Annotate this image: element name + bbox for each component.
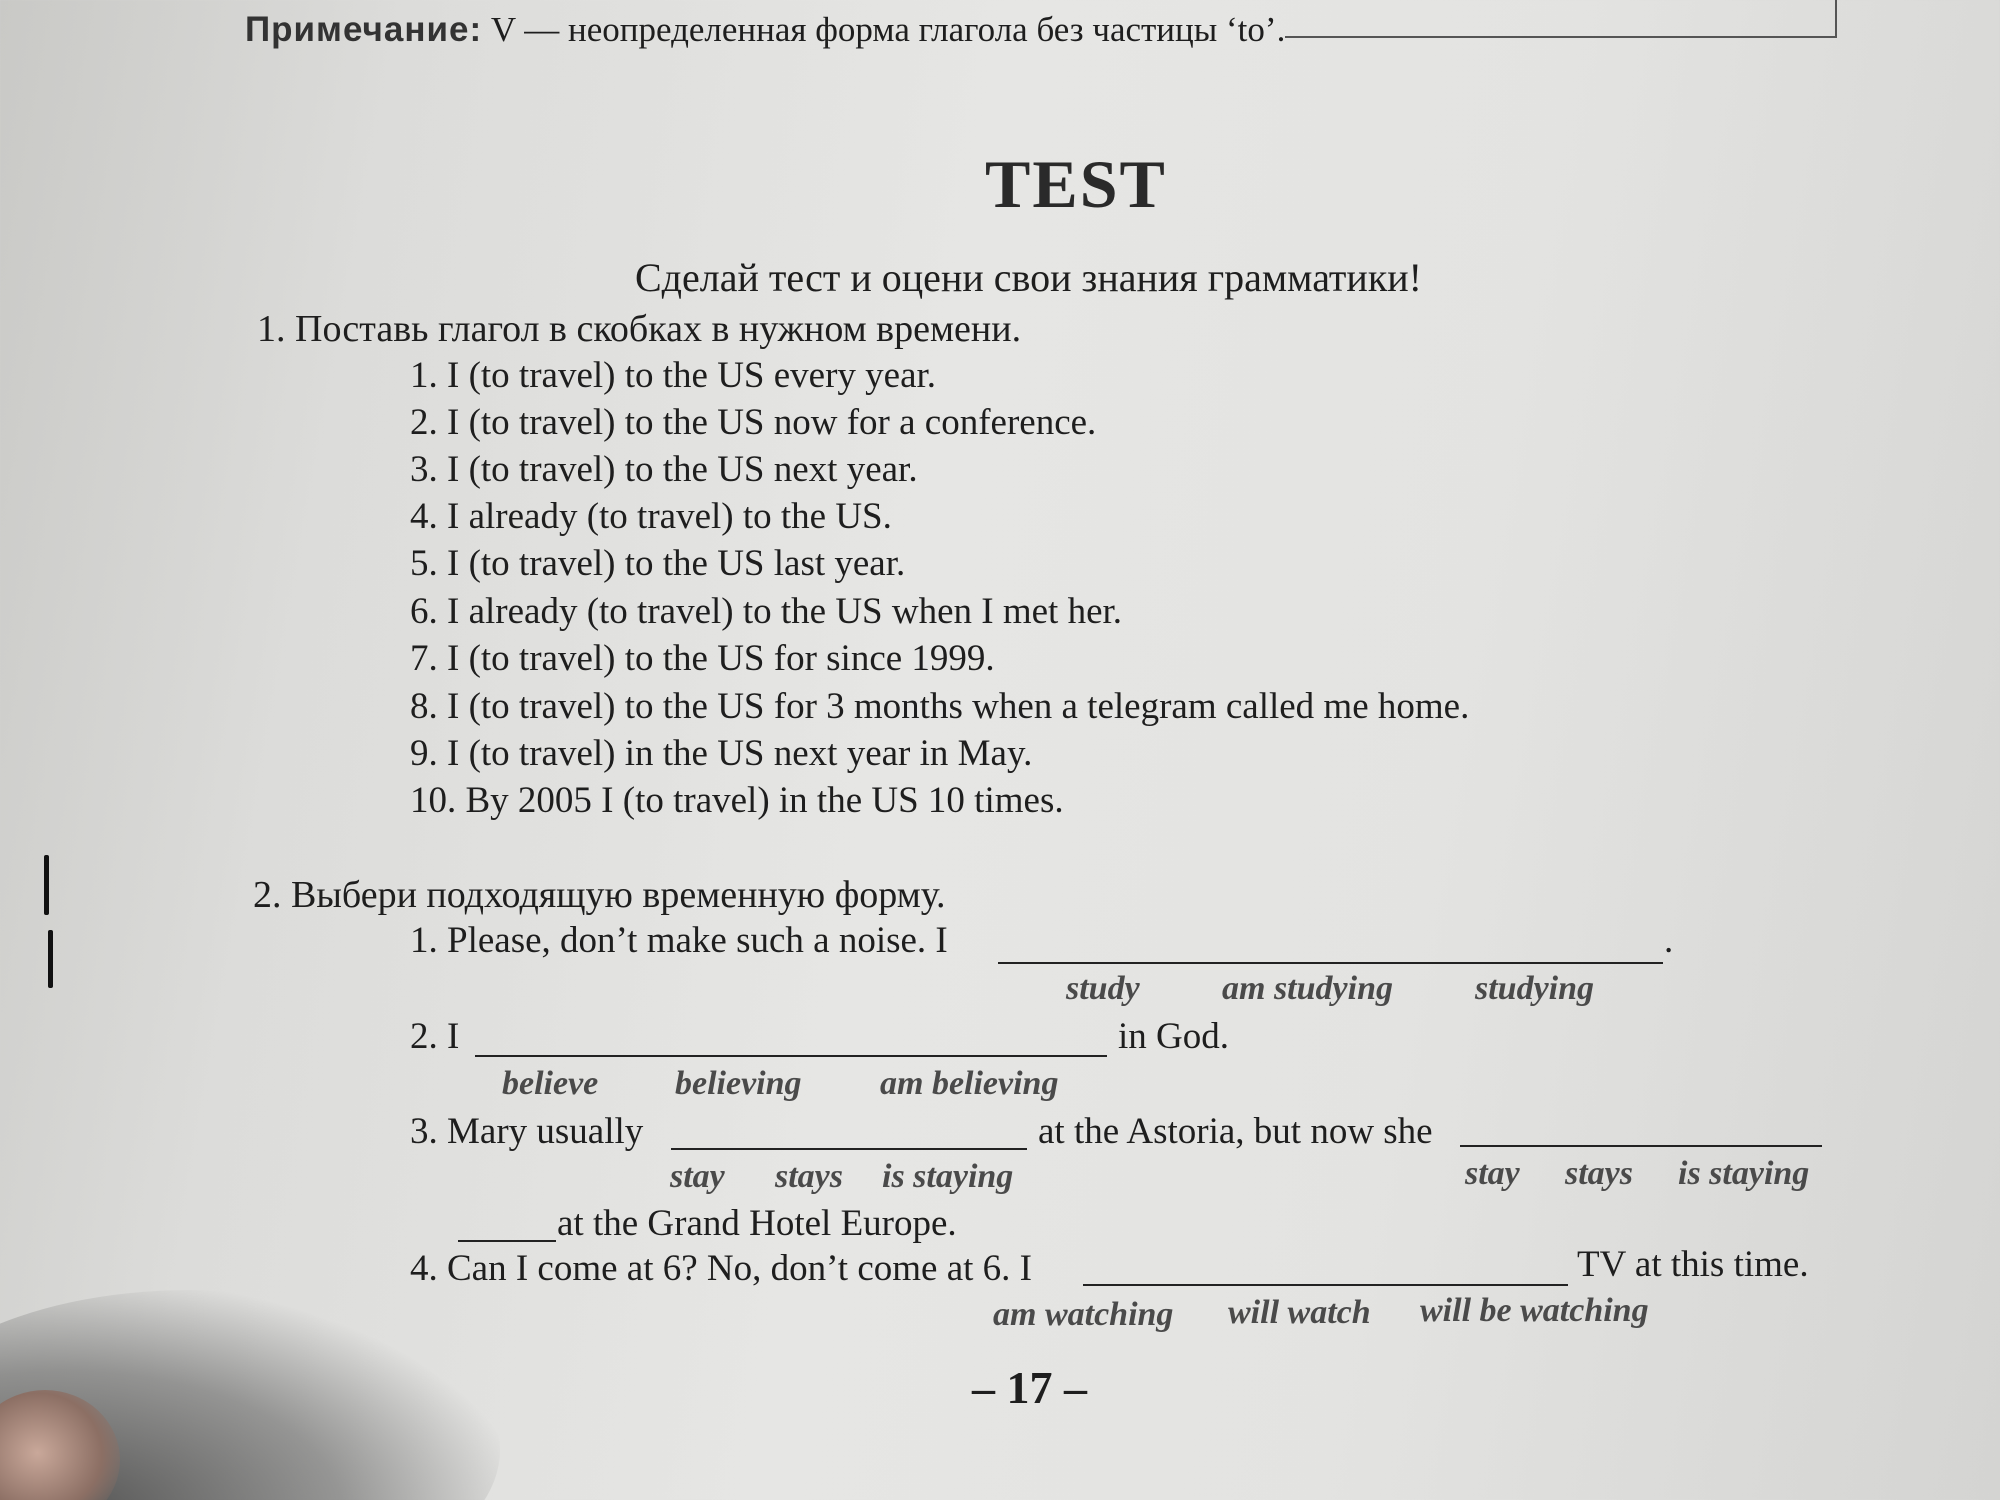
answer-option: am watching (993, 1296, 1174, 1333)
task1-item: 9. I (to travel) in the US next year in May. (410, 733, 1033, 774)
page-number: – 17 – (972, 1362, 1087, 1413)
task1-item: 5. I (to travel) to the US last year. (410, 543, 906, 584)
answer-option: studying (1475, 970, 1595, 1007)
task2-q4-start: 4. Can I come at 6? No, don’t come at 6. I (410, 1248, 1032, 1289)
task1-item: 6. I already (to travel) to the US when I met her. (410, 591, 1123, 632)
answer-option: stay (670, 1158, 725, 1195)
answer-option: stay (1465, 1155, 1520, 1192)
task1-item: 7. I (to travel) to the US for since 1999. (410, 638, 995, 679)
table-border-fragment (1285, 0, 1837, 38)
task2-q2-start: 2. I (410, 1016, 460, 1057)
task2-q4-end: TV at this time. (1577, 1244, 1809, 1285)
task1-heading: 1. Поставь глагол в скобках в нужном времени. (257, 308, 1022, 350)
answer-blank[interactable] (458, 1240, 556, 1242)
page-subtitle: Сделай тест и оцени свои знания грамматики! (635, 255, 1422, 300)
task1-item: 4. I already (to travel) to the US. (410, 496, 892, 537)
task2-q3-start: 3. Mary usually (410, 1111, 644, 1152)
answer-option: stays (775, 1158, 843, 1195)
task1-item: 8. I (to travel) to the US for 3 months when a telegram called me home. (410, 686, 1470, 727)
answer-option: believing (675, 1065, 802, 1102)
note-label: Примечание: (245, 10, 483, 49)
task2-heading: 2. Выбери подходящую временную форму. (253, 874, 946, 916)
answer-blank[interactable] (671, 1148, 1027, 1150)
answer-blank[interactable] (1083, 1284, 1568, 1286)
answer-option: will watch (1228, 1294, 1371, 1331)
answer-blank[interactable] (1460, 1145, 1822, 1147)
answer-option: is staying (1678, 1155, 1810, 1192)
answer-option: stays (1565, 1155, 1633, 1192)
answer-option: am believing (880, 1065, 1059, 1102)
margin-mark (48, 930, 53, 988)
task1-item: 10. By 2005 I (to travel) in the US 10 times. (410, 780, 1064, 821)
task1-item: 1. I (to travel) to the US every year. (410, 355, 937, 396)
answer-option: will be watching (1420, 1292, 1649, 1329)
task1-item: 3. I (to travel) to the US next year. (410, 449, 918, 490)
answer-option: believe (502, 1065, 599, 1102)
margin-mark (44, 855, 49, 915)
task2-q1-end: . (1664, 920, 1674, 961)
answer-option: study (1066, 970, 1140, 1007)
answer-option: is staying (882, 1158, 1014, 1195)
note-text: V — неопределенная форма глагола без частицы ‘to’. (490, 10, 1286, 49)
answer-option: am studying (1222, 970, 1393, 1007)
answer-blank[interactable] (998, 962, 1663, 964)
note-line (245, 12, 1285, 47)
task2-q2-end: in God. (1118, 1016, 1229, 1057)
task2-q1-text: 1. Please, don’t make such a noise. I (410, 920, 948, 961)
page-title: TEST (985, 146, 1167, 222)
answer-blank[interactable] (475, 1055, 1107, 1057)
task1-item: 2. I (to travel) to the US now for a conference. (410, 402, 1097, 443)
task2-q3-middle: at the Astoria, but now she (1038, 1111, 1433, 1152)
task2-q3-end: at the Grand Hotel Europe. (557, 1203, 957, 1244)
